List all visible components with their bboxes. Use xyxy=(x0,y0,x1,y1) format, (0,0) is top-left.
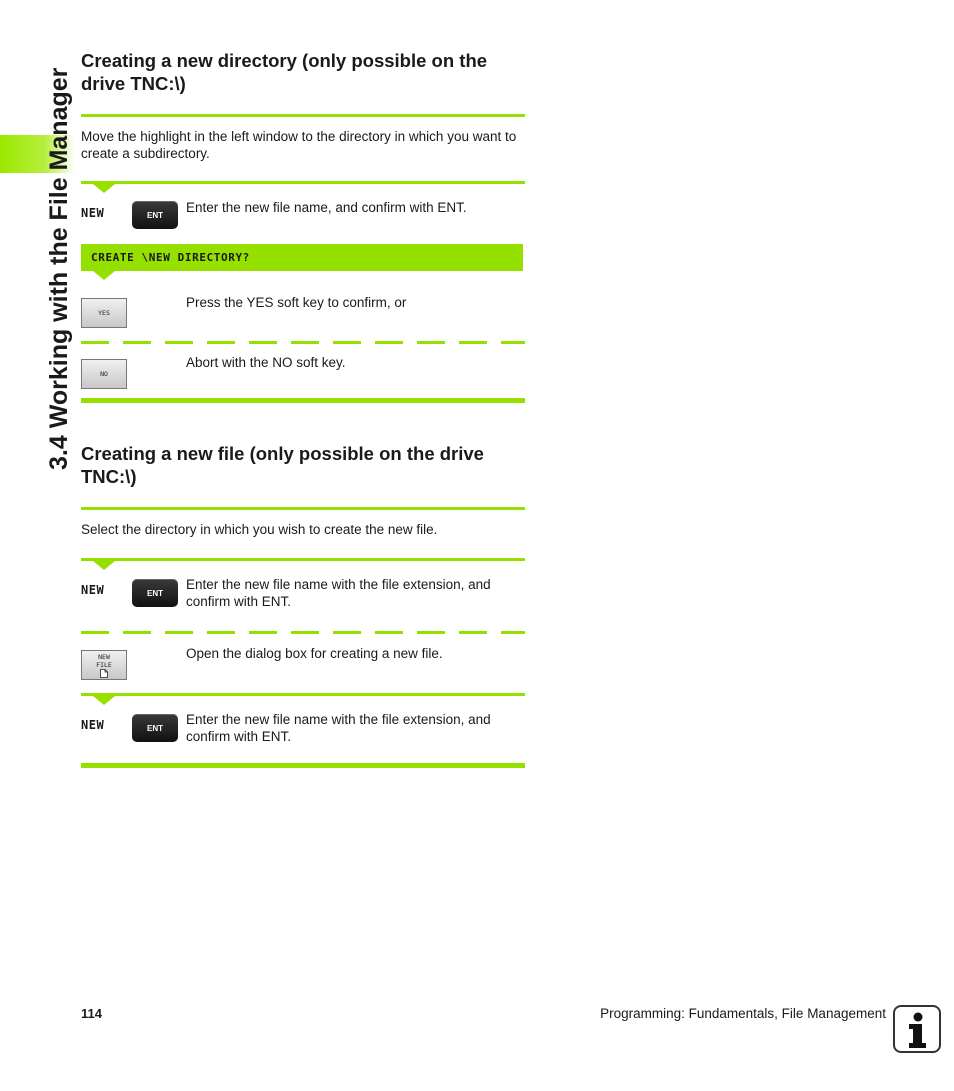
step-text: Abort with the NO soft key. xyxy=(186,355,346,370)
yes-softkey: YES xyxy=(81,298,127,328)
step-text: Open the dialog box for creating a new file. xyxy=(186,646,443,661)
step-notch xyxy=(93,561,115,570)
footer-title: Programming: Fundamentals, File Management xyxy=(600,1006,886,1021)
info-glyph-icon xyxy=(895,1007,939,1051)
dialog-prompt-bar xyxy=(81,244,523,271)
softkey-line: FILE xyxy=(96,660,112,669)
section1-heading: Creating a new directory (only possible on the drive TNC:\) xyxy=(81,50,488,94)
step-notch xyxy=(93,184,115,193)
chapter-side-title: 3.4 Working with the File Manager xyxy=(45,67,73,470)
step-divider xyxy=(81,181,525,184)
step-text: Press the YES soft key to confirm, or xyxy=(186,295,407,310)
section-end-divider xyxy=(81,763,525,768)
no-softkey: NO xyxy=(81,359,127,389)
section2-intro: Select the directory in which you wish to create the new file. xyxy=(81,522,438,537)
step-notch xyxy=(93,696,115,705)
step-text: Enter the new file name with the file extension, and confirm with ENT. xyxy=(186,712,491,744)
alternative-divider xyxy=(81,341,525,344)
step-divider xyxy=(81,558,525,561)
dialog-prompt-text: CREATE \NEW DIRECTORY? xyxy=(91,251,250,264)
step-text: Enter the new file name with the file extension, and confirm with ENT. xyxy=(186,577,491,609)
new-file-softkey xyxy=(81,650,127,680)
ent-key: ENT xyxy=(132,579,178,607)
new-label: NEW xyxy=(81,583,105,597)
page-number: 114 xyxy=(81,1006,102,1021)
section2-heading: Creating a new file (only possible on the drive TNC:\) xyxy=(81,443,484,487)
new-label: NEW xyxy=(81,206,105,220)
alternative-divider xyxy=(81,631,525,634)
divider xyxy=(81,507,525,510)
ent-key: ENT xyxy=(132,201,178,229)
new-file-icon xyxy=(100,669,108,678)
info-icon xyxy=(893,1005,941,1053)
new-label: NEW xyxy=(81,718,105,732)
step-text: Enter the new file name, and confirm with ENT. xyxy=(186,200,467,215)
softkey-line: NEW xyxy=(98,652,110,661)
step-divider xyxy=(81,693,525,696)
section-end-divider xyxy=(81,398,525,403)
ent-key: ENT xyxy=(132,714,178,742)
divider xyxy=(81,114,525,117)
step-notch xyxy=(93,271,115,280)
section1-intro: Move the highlight in the left window to the directory in which you want to create a subdirectory. xyxy=(81,129,517,161)
